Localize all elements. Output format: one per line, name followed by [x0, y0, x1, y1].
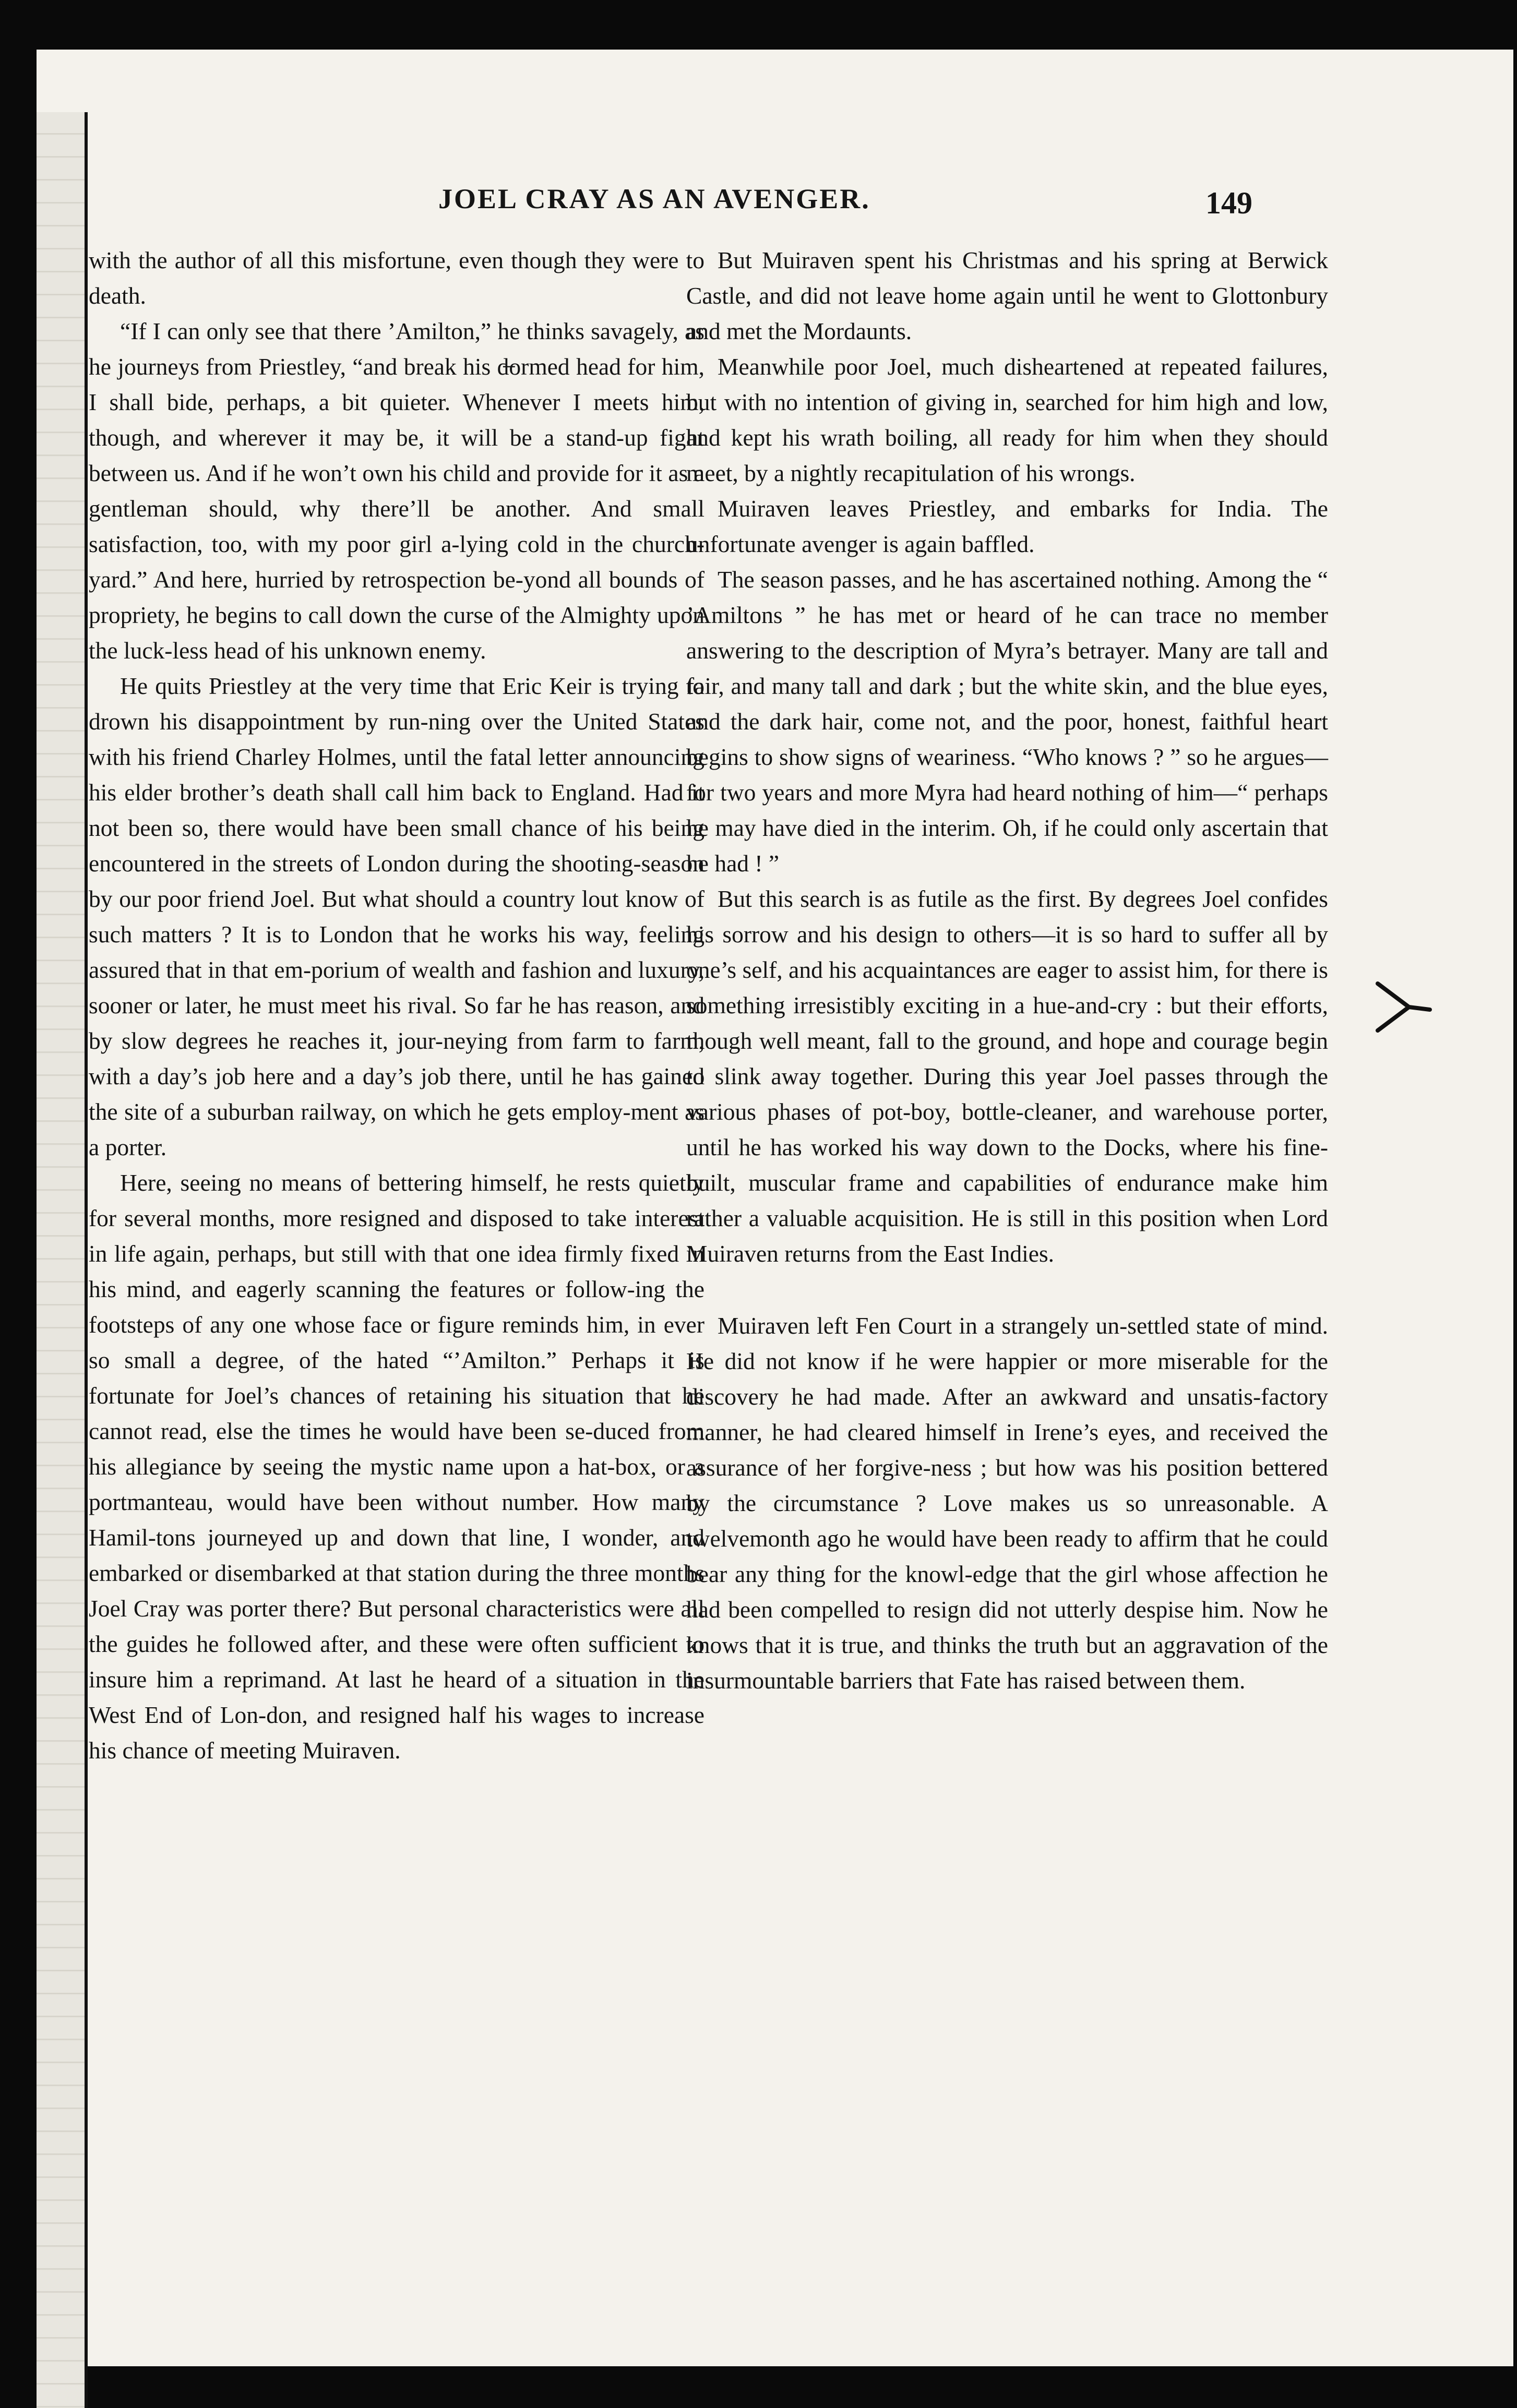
- section-break: [686, 1272, 1328, 1308]
- bracket-mark-icon: [1372, 978, 1435, 1036]
- right-paragraph-2: Meanwhile poor Joel, much disheartened at repeated failures, but with no intention of giving in, searched for him high and low, and kept his wrath boiling, all ready for him when they should meet, by a nightly recapitulation of his wrongs.: [686, 353, 1328, 486]
- right-paragraph-6: Muiraven left Fen Court in a strangely un-settled state of mind. He did not know if he were happier or more miserable for the discovery he had made. After an awkward and unsatis-factory manner, he had cleared himself in Irene’s eyes, and received the assurance of her forgive-ness ; but how was his position bettered by the circumstance ? Love makes us so unreasonable. A twelvemonth ago he would have been ready to affirm that he could bear any thing for the knowl-edge that the girl whose affection he had been compelled to resign did not utterly despise him. Now he knows that it is true, and thinks the truth but an aggravation of the insurmountable barriers that Fate has raised between them.: [686, 1312, 1328, 1694]
- binding-gutter: [37, 112, 88, 2408]
- right-paragraph-4: The season passes, and he has ascertained nothing. Among the “ ’Amiltons ” he has met or heard of he can trace no member answering to the description of Myra’s betrayer. Many are tall and fair, and many tall and dark ; but the white skin, and the blue eyes, and the dark hair, come not, and the poor, honest, faithful heart begins to show signs of weariness. “Who knows ? ” so he argues—for two years and more Myra had heard nothing of him—“ perhaps he may have died in the interim. Oh, if he could only ascertain that he had ! ”: [686, 566, 1328, 877]
- right-paragraph-1: But Muiraven spent his Christmas and his spring at Berwick Castle, and did not leave home again until he went to Glottonbury and met the Mordaunts.: [686, 247, 1328, 344]
- page-number: 149: [1205, 186, 1252, 220]
- running-title: JOEL CRAY AS AN AVENGER.: [438, 183, 870, 214]
- page-header: [37, 128, 1513, 220]
- right-column: [686, 243, 1328, 1698]
- left-column: [89, 243, 704, 1768]
- left-paragraph-1: with the author of all this misfortune, even though they were to death.: [89, 247, 704, 309]
- book-page: [37, 50, 1513, 2366]
- left-paragraph-2: “If I can only see that there ’Amilton,” he thinks savagely, as he journeys from Priestley, “and break his d̶ormed head for him, I shall bide, perhaps, a bit quieter. Whenever I meets him, though, and wherever it may be, it will be a stand-up fight between us. And if he won’t own his child and provide for it as a gentleman should, why there’ll be another. And small satisfaction, too, with my poor girl a-lying cold in the church-yard.” And here, hurried by retrospection be-yond all bounds of propriety, he begins to call down the curse of the Almighty upon the luck-less head of his unknown enemy.: [89, 318, 704, 664]
- right-paragraph-3: Muiraven leaves Priestley, and embarks for India. The unfortunate avenger is again baffled.: [686, 495, 1328, 557]
- right-paragraph-5: But this search is as futile as the first. By degrees Joel confides his sorrow and his design to others—it is so hard to suffer all by one’s self, and his acquaintances are eager to assist him, for there is something irresistibly exciting in a hue-and-cry : but their efforts, though well meant, fall to the ground, and hope and courage begin to slink away together. During this year Joel passes through the various phases of pot-boy, bottle-cleaner, and warehouse porter, until he has worked his way down to the Docks, where his fine-built, muscular frame and capabilities of endurance make him rather a valuable acquisition. He is still in this position when Lord Muiraven returns from the East Indies.: [686, 885, 1328, 1267]
- left-paragraph-4: Here, seeing no means of bettering himself, he rests quietly for several months, more resigned and disposed to take interest in life again, perhaps, but still with that one idea firmly fixed in his mind, and eagerly scanning the features or follow-ing the footsteps of any one whose face or figure reminds him, in ever so small a degree, of the hated “’Amilton.” Perhaps it is fortunate for Joel’s chances of retaining his situation that he cannot read, else the times he would have been se-duced from his allegiance by seeing the mystic name upon a hat-box, or a portmanteau, would have been without number. How many Hamil-tons journeyed up and down that line, I wonder, and embarked or disembarked at that station during the three months Joel Cray was porter there? But personal characteristics were all the guides he followed after, and these were often sufficient to insure him a reprimand. At last he heard of a situation in the West End of Lon-don, and resigned half his wages to increase his chance of meeting Muiraven.: [89, 1169, 704, 1764]
- left-paragraph-3: He quits Priestley at the very time that Eric Keir is trying to drown his disappointment by run-ning over the United States with his friend Charley Holmes, until the fatal letter announcing his elder brother’s death shall call him back to England. Had it not been so, there would have been small chance of his being encountered in the streets of London during the shooting-season by our poor friend Joel. But what should a country lout know of such matters ? It is to London that he works his way, feeling assured that in that em-porium of wealth and fashion and luxury, sooner or later, he must meet his rival. So far he has reason, and by slow degrees he reaches it, jour-neying from farm to farm, with a day’s job here and a day’s job there, until he has gained the site of a suburban railway, on which he gets employ-ment as a porter.: [89, 673, 704, 1160]
